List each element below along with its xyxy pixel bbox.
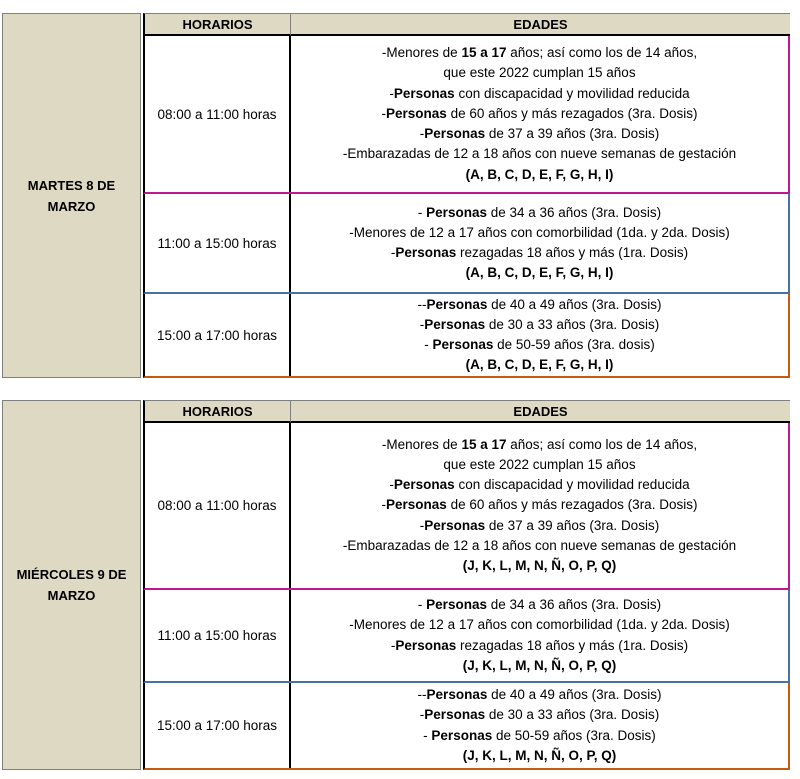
ages-line [391,636,688,656]
bold-text: (J, K, L, M, N, Ñ, O, P, Q) [462,558,617,573]
time-cell: 11:00 a 15:00 horas [145,194,291,292]
ages-cell [291,423,790,588]
ages-line [463,746,617,766]
bold-text: Personas [386,497,447,513]
line-text: de 40 a 49 años (3ra. Dosis) [487,296,662,312]
ages-line [343,144,736,164]
line-text: -Embarazadas de 12 a 18 años con nueve semanas de gestación [342,537,737,553]
ages-line [418,685,662,705]
ages-line [463,656,617,676]
ages-cell [291,36,790,192]
ages-line [343,536,736,556]
ages-line [466,355,614,375]
bold-text: 15 a 17 [461,45,507,61]
bold-text: Personas [424,517,486,533]
line-text: -Embarazadas de 12 a 18 años con nueve semanas de gestación [342,146,737,162]
line-text: de 30 a 33 años (3ra. Dosis) [485,707,660,723]
bold-text: Personas [431,727,493,743]
line-text: rezagadas 18 años y más (1ra. Dosis) [456,637,689,653]
schedule-table-miercoles [2,400,790,770]
line-text: - [423,727,432,743]
time-cell: 15:00 a 17:00 horas [145,294,291,376]
ages-line [420,315,659,335]
table-row [143,294,790,378]
line-text: rezagadas 18 años y más (1ra. Dosis) [456,245,689,260]
time-cell: 08:00 a 11:00 horas [145,36,291,192]
bold-text: Personas [393,85,455,101]
line-text: con discapacidad y movilidad reducida [454,85,690,101]
bold-text: Personas [432,337,494,352]
line-text: -Menores de [381,45,462,61]
line-text: - [390,245,396,260]
line-text: - [389,477,394,493]
table-row [143,590,790,683]
bold-text: Personas [393,477,455,493]
bold-text: (J, K, L, M, N, Ñ, O, P, Q) [462,657,617,673]
line-text: - [417,597,427,613]
day-label: MIÉRCOLES 9 DE MARZO [16,567,127,603]
line-text: de 60 años y más rezagados (3ra. Dosis) [446,105,698,121]
header-horarios: HORARIOS [143,13,291,36]
header-edades: EDADES [291,400,790,423]
line-text: - [417,204,427,220]
bold-text: (A, B, C, D, E, F, G, H, I) [465,166,614,182]
ages-line [349,615,729,635]
line-text: de 50-59 años (3ra. Dosis) [492,727,656,743]
bold-text: Personas [426,687,488,703]
line-text: -- [417,296,427,312]
line-text: de 40 a 49 años (3ra. Dosis) [487,687,662,703]
line-text: -Menores de 12 a 17 años con comorbilidad (1da. y 2da. Dosis) [349,224,730,240]
line-text: - [381,497,387,513]
table-row [143,194,790,294]
bold-text: Personas [424,707,486,723]
ages-line [391,243,688,263]
line-text: de 50-59 años (3ra. dosis) [493,337,655,352]
table-row [143,36,790,194]
bold-text: Personas [424,126,486,142]
line-text: de 34 a 36 años (3ra. Dosis) [486,597,662,613]
ages-line [443,455,635,475]
ages-line [418,203,661,223]
line-text: de 30 a 33 años (3ra. Dosis) [485,316,660,332]
line-text: - [419,126,425,142]
ages-line [420,516,659,536]
line-text: - [389,85,394,101]
ages-line [443,63,635,83]
ages-line [424,335,654,355]
ages-line [423,726,656,746]
ages-line [463,556,617,576]
ages-line [418,295,662,315]
ages-cell [291,590,790,681]
line-text: - [419,707,425,723]
ages-line [382,104,698,124]
ages-line [389,475,689,495]
ages-line [420,124,659,144]
day-label: MARTES 8 DE MARZO [27,177,116,214]
bold-text: Personas [426,597,487,613]
bold-text: Personas [395,637,457,653]
line-text: con discapacidad y movilidad reducida [454,477,690,493]
line-text: - [381,105,387,121]
time-cell: 11:00 a 15:00 horas [145,590,291,681]
ages-line [382,495,698,515]
ages-line [349,223,729,243]
line-text: - [419,316,425,332]
bold-text: Personas [426,296,488,312]
line-text: - [419,517,425,533]
ages-line [389,84,689,104]
table-row [143,683,790,770]
line-text: años; así como los de 14 años, [506,45,698,61]
bold-text: Personas [386,105,447,121]
bold-text: Personas [395,245,457,260]
bold-text: Personas [426,204,487,220]
ages-cell [291,683,790,768]
ages-cell [291,194,790,292]
line-text: - [390,637,396,653]
ages-cell [291,294,790,376]
schedule-table-martes [2,13,790,378]
line-text: -Menores de 12 a 17 años con comorbilidad (1da. y 2da. Dosis) [349,617,730,633]
line-text: que este 2022 cumplan 15 años [443,456,636,472]
line-text: de 37 a 39 años (3ra. Dosis) [485,126,660,142]
ages-line [382,435,697,455]
table-row [143,423,790,590]
line-text: -Menores de [381,436,462,452]
line-text: -- [417,687,427,703]
ages-line [382,43,697,63]
ages-line [466,165,614,185]
line-text: de 37 a 39 años (3ra. Dosis) [485,517,660,533]
ages-line [466,263,614,283]
bold-text: (A, B, C, D, E, F, G, H, I) [465,357,614,373]
line-text: años; así como los de 14 años, [506,436,698,452]
bold-text: (A, B, C, D, E, F, G, H, I) [465,265,614,281]
day-cell [2,400,141,770]
bold-text: (J, K, L, M, N, Ñ, O, P, Q) [462,747,617,763]
line-text: - [424,337,433,352]
line-text: de 34 a 36 años (3ra. Dosis) [486,204,662,220]
line-text: de 60 años y más rezagados (3ra. Dosis) [446,497,698,513]
time-cell: 15:00 a 17:00 horas [145,683,291,768]
ages-line [418,595,661,615]
header-edades: EDADES [291,13,790,36]
header-horarios: HORARIOS [143,400,291,423]
day-cell [2,13,141,378]
ages-line [420,705,659,725]
time-cell: 08:00 a 11:00 horas [145,423,291,588]
line-text: que este 2022 cumplan 15 años [443,65,636,81]
bold-text: 15 a 17 [461,436,507,452]
bold-text: Personas [424,316,486,332]
